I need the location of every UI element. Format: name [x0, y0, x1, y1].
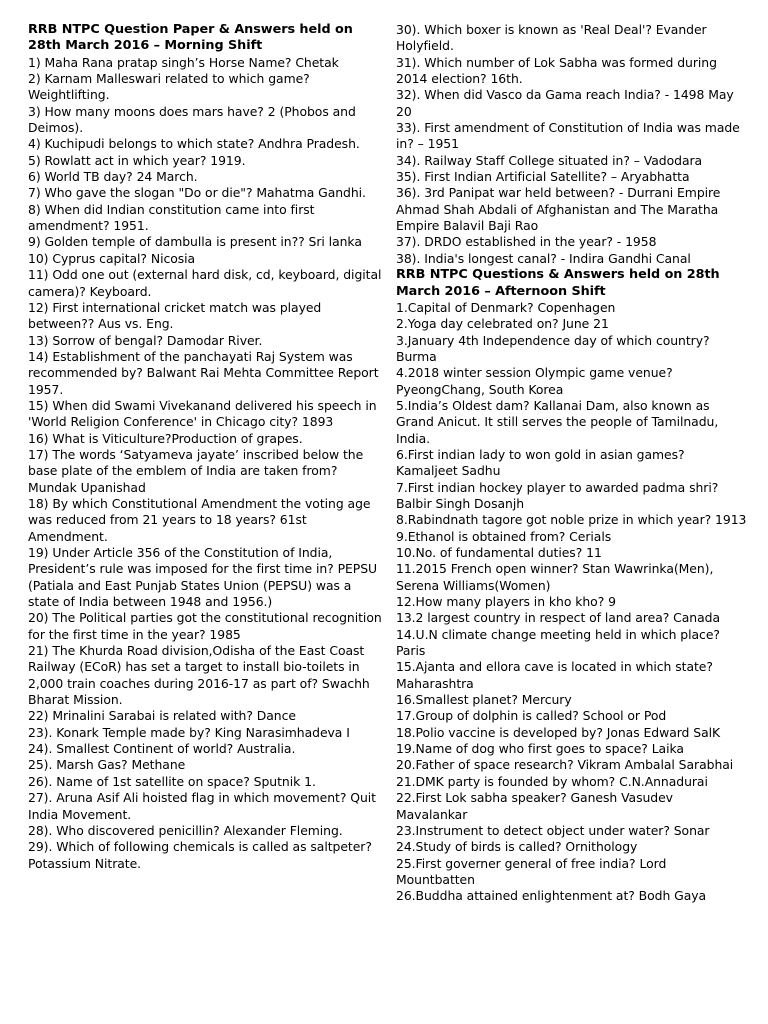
question-item: 28). Who discovered penicillin? Alexander Fleming.: [28, 822, 343, 838]
question-item: 12) First international cricket match was played between?? Aus vs. Eng.: [28, 299, 322, 332]
question-item: 1.Capital of Denmark? Copenhagen: [396, 299, 616, 315]
question-item: 38). India's longest canal? - Indira Gandhi Canal: [396, 250, 691, 266]
question-item: 34). Railway Staff College situated in? – Vadodara: [396, 152, 703, 168]
question-item: 5) Rowlatt act in which year? 1919.: [28, 152, 246, 168]
question-item: 33). First amendment of Constitution of India was made in? – 1951: [396, 120, 740, 152]
question-item: 37). DRDO established in the year? - 1958: [396, 234, 657, 250]
question-item: 12.How many players in kho kho? 9: [396, 594, 616, 610]
afternoon-shift-heading: RRB NTPC Questions & Answers held on 28th March 2016 – Afternoon Shift: [396, 267, 720, 299]
question-item: 24.Study of birds is called? Ornithology: [396, 839, 638, 855]
question-item: 22.First Lok sabha speaker? Ganesh Vasudev Mavalankar: [396, 790, 673, 822]
question-item: 6.First indian lady to won gold in asian games? Kamaljeet Sadhu: [396, 446, 685, 479]
question-item: 2.Yoga day celebrated on? June 21: [396, 316, 609, 332]
right-column: [396, 22, 748, 905]
question-item: 3) How many moons does mars have? 2 (Phobos and Deimos).: [28, 103, 356, 136]
question-item: 4) Kuchipudi belongs to which state? Andhra Pradesh.: [28, 136, 360, 152]
question-item: 11) Odd one out (external hard disk, cd, keyboard, digital camera)? Keyboard.: [28, 267, 382, 299]
question-item: 17) The words ‘Satyameva jayate’ inscribed below the base plate of the emblem of India are taken from? Mundak Upanishad: [28, 446, 364, 495]
question-item: 27). Aruna Asif Ali hoisted flag in which movement? Quit India Movement.: [28, 790, 376, 822]
question-item: 20.Father of space research? Vikram Ambalal Sarabhai: [396, 757, 734, 773]
question-item: 9) Golden temple of dambulla is present in?? Sri lanka: [28, 234, 362, 250]
question-item: 10.No. of fundamental duties? 11: [396, 545, 602, 560]
question-item: 23). Konark Temple made by? King Narasimhadeva I: [28, 724, 350, 740]
question-item: 15) When did Swami Vivekanand delivered his speech in 'World Religion Conference' in Chicago city? 1893: [28, 397, 377, 430]
question-item: 16.Smallest planet? Mercury: [396, 692, 572, 708]
question-item: 36). 3rd Panipat war held between? - Durrani Empire Ahmad Shah Abdali of Afghanistan and The Maratha Empire Balavil Baji Rao: [396, 185, 721, 234]
question-item: 26). Name of 1st satellite on space? Sputnik 1.: [28, 773, 316, 789]
question-item: 2) Karnam Malleswari related to which game? Weightlifting.: [28, 71, 310, 103]
afternoon-shift-list: [396, 300, 748, 905]
question-item: 14) Establishment of the panchayati Raj System was recommended by? Balwant Rai Mehta Committee Report 1957.: [28, 348, 379, 397]
question-item: 8.Rabindnath tagore got noble prize in which year? 1913: [396, 512, 747, 528]
question-item: 23.Instrument to detect object under water? Sonar: [396, 822, 710, 838]
question-item: 16) What is Viticulture?Production of grapes.: [28, 430, 303, 446]
question-item: 15.Ajanta and ellora cave is located in which state? Maharashtra: [396, 659, 713, 691]
question-item: 19) Under Article 356 of the Constitution of India, President’s rule was imposed for the first time in? PEPSU (Patiala and East Punjab States Union (PEPSU) was a state of India between 1948 and 1956.): [28, 545, 378, 610]
left-column: [28, 22, 383, 872]
question-item: 7) Who gave the slogan "Do or die"? Mahatma Gandhi.: [28, 185, 366, 201]
question-item: 7.First indian hockey player to awarded padma shri? Balbir Singh Dosanjh: [396, 479, 719, 511]
question-item: 26.Buddha attained enlightenment at? Bodh Gaya: [396, 888, 707, 904]
question-item: 8) When did Indian constitution came into first amendment? 1951.: [28, 201, 315, 234]
question-item: 3.January 4th Independence day of which country? Burma: [396, 332, 710, 364]
question-item: 1) Maha Rana pratap singh’s Horse Name? Chetak: [28, 54, 339, 70]
question-item: 13.2 largest country in respect of land area? Canada: [396, 610, 721, 626]
question-item: 25.First governer general of free india? Lord Mountbatten: [396, 855, 667, 887]
question-item: 24). Smallest Continent of world? Australia.: [28, 741, 296, 757]
question-item: 32). When did Vasco da Gama reach India? - 1498 May 20: [396, 87, 734, 119]
question-item: 18.Polio vaccine is developed by? Jonas Edward SalK: [396, 724, 721, 740]
question-item: 11.2015 French open winner? Stan Wawrinka(Men), Serena Williams(Women): [396, 561, 714, 593]
question-item: 17.Group of dolphin is called? School or Pod: [396, 708, 667, 724]
question-item: 21) The Khurda Road division,Odisha of the East Coast Railway (ECoR) has set a target to install bio-toilets in 2,000 train coaches during 2016-17 as part of? Swachh Bharat Mission.: [28, 643, 370, 708]
question-item: 31). Which number of Lok Sabha was formed during 2014 election? 16th.: [396, 54, 717, 87]
question-item: 6) World TB day? 24 March.: [28, 169, 198, 185]
question-item: 20) The Political parties got the constitutional recognition for the first time in the year? 1985: [28, 610, 382, 642]
question-item: 21.DMK party is founded by whom? C.N.Annadurai: [396, 773, 708, 789]
question-item: 9.Ethanol is obtained from? Cerials: [396, 528, 612, 544]
question-item: 30). Which boxer is known as 'Real Deal'? Evander Holyfield.: [396, 22, 707, 54]
question-item: 14.U.N climate change meeting held in which place? Paris: [396, 626, 720, 659]
question-item: 4.2018 winter session Olympic game venue? PyeongChang, South Korea: [396, 365, 673, 397]
question-item: 19.Name of dog who first goes to space? Laika: [396, 741, 684, 757]
question-item: 13) Sorrow of bengal? Damodar River.: [28, 332, 263, 348]
morning-shift-list-continued: [396, 22, 748, 267]
morning-shift-heading: RRB NTPC Question Paper & Answers held on 28th March 2016 – Morning Shift: [28, 22, 353, 54]
question-item: 29). Which of following chemicals is called as saltpeter? Potassium Nitrate.: [28, 839, 372, 871]
question-item: 25). Marsh Gas? Methane: [28, 757, 186, 773]
question-item: 35). First Indian Artificial Satellite? – Aryabhatta: [396, 169, 690, 185]
morning-shift-list: [28, 55, 383, 872]
question-item: 22) Mrinalini Sarabai is related with? Dance: [28, 708, 296, 724]
question-item: 10) Cyprus capital? Nicosia: [28, 250, 196, 266]
question-item: 5.India’s Oldest dam? Kallanai Dam, also known as Grand Anicut. It still serves the people of Tamilnadu, India.: [396, 397, 719, 446]
question-item: 18) By which Constitutional Amendment the voting age was reduced from 21 years to 18 years? 61st Amendment.: [28, 495, 371, 544]
